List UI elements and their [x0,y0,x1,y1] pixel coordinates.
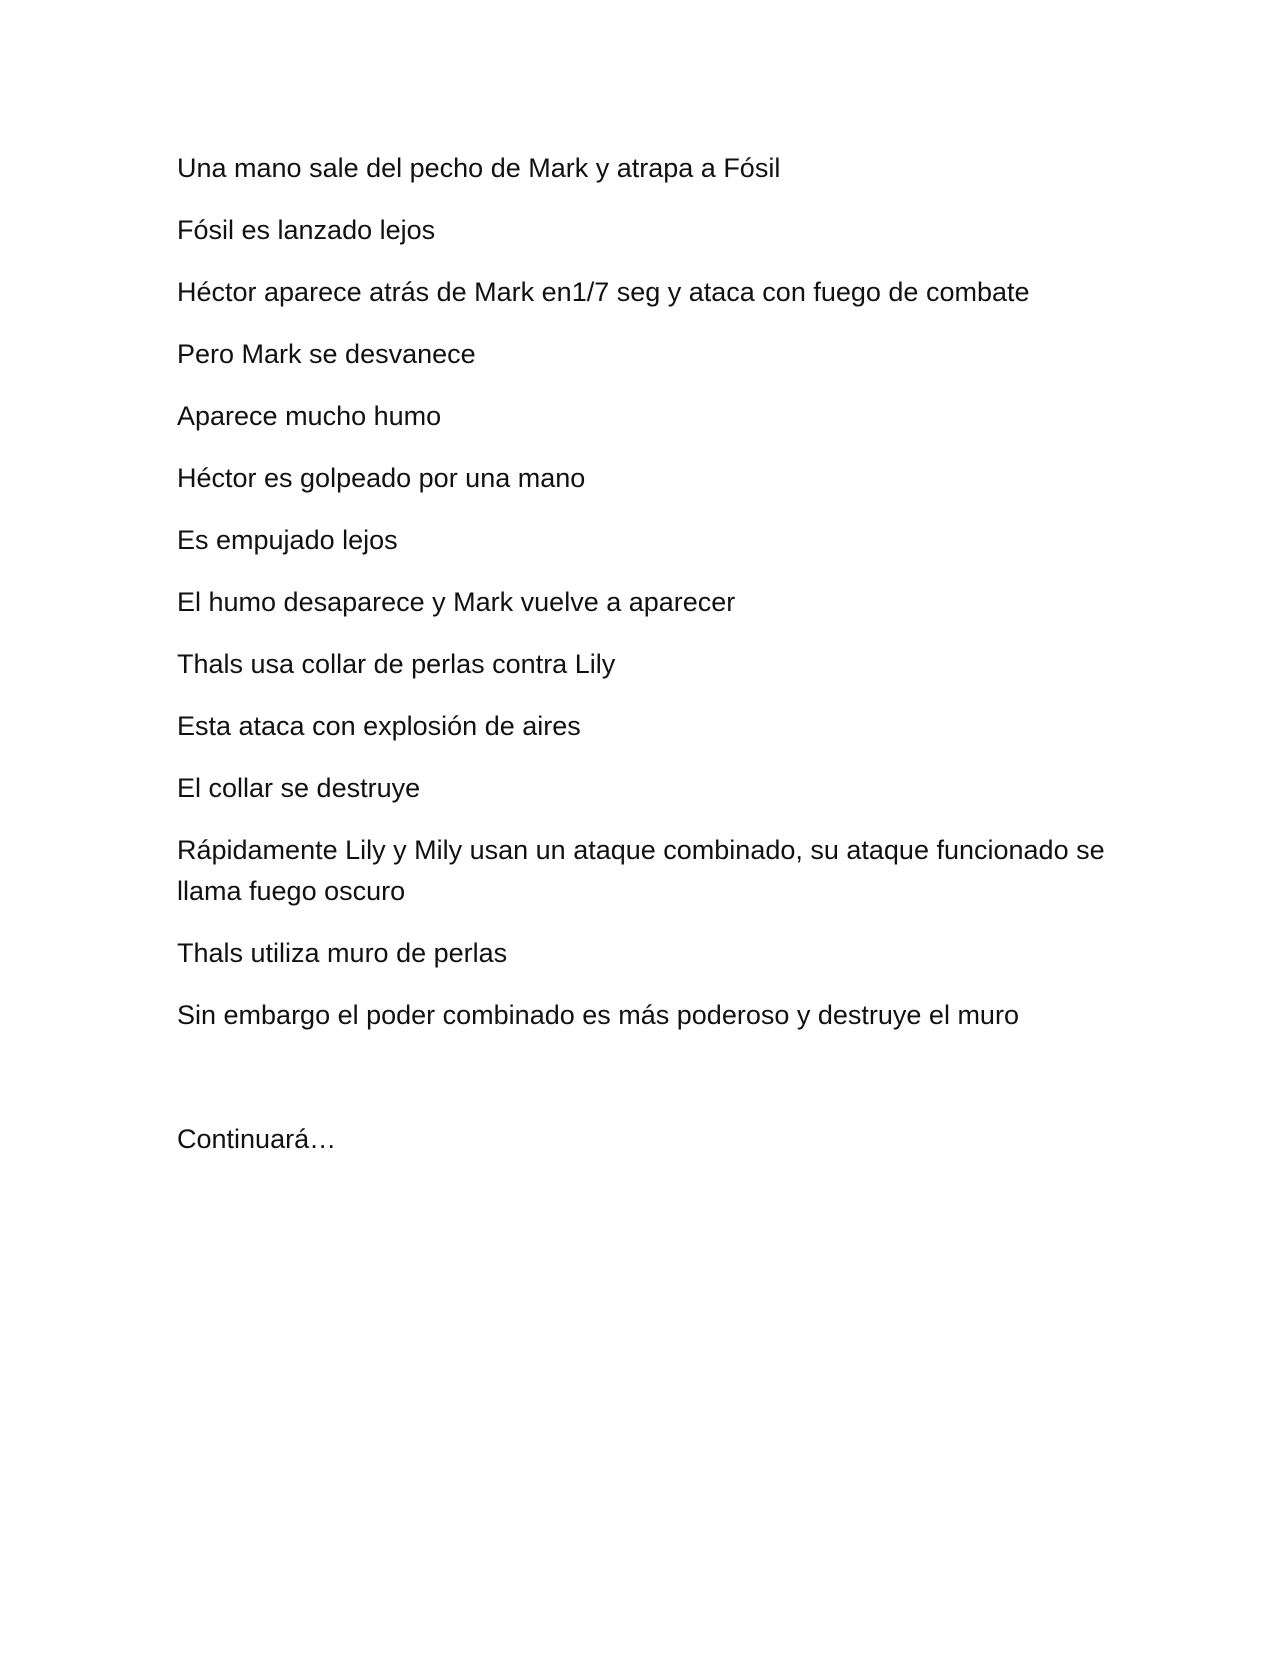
document-body [177,148,1107,1160]
ending-text: Continuará… [177,1124,337,1154]
paragraph: Sin embargo el poder combinado es más poderoso y destruye el muro [177,1000,1019,1030]
paragraph: Thals utiliza muro de perlas [177,938,508,968]
paragraph: Aparece mucho humo [177,401,442,431]
paragraph: Thals usa collar de perlas contra Lily [177,649,616,679]
paragraph: Es empujado lejos [177,525,398,555]
paragraph: Pero Mark se desvanece [177,339,476,369]
paragraph: Rápidamente Lily y Mily usan un ataque combinado, su ataque funcionado se llama fuego oscuro [177,835,1105,906]
paragraph: Héctor es golpeado por una mano [177,463,586,493]
paragraph: Una mano sale del pecho de Mark y atrapa a Fósil [177,153,781,183]
paragraph: Esta ataca con explosión de aires [177,711,581,741]
paragraph: Héctor aparece atrás de Mark en1/7 seg y ataca con fuego de combate [177,277,1030,307]
blank-line [177,1057,1107,1119]
paragraph: Fósil es lanzado lejos [177,215,436,245]
paragraph: El humo desaparece y Mark vuelve a aparecer [177,587,736,617]
paragraph: El collar se destruye [177,773,421,803]
